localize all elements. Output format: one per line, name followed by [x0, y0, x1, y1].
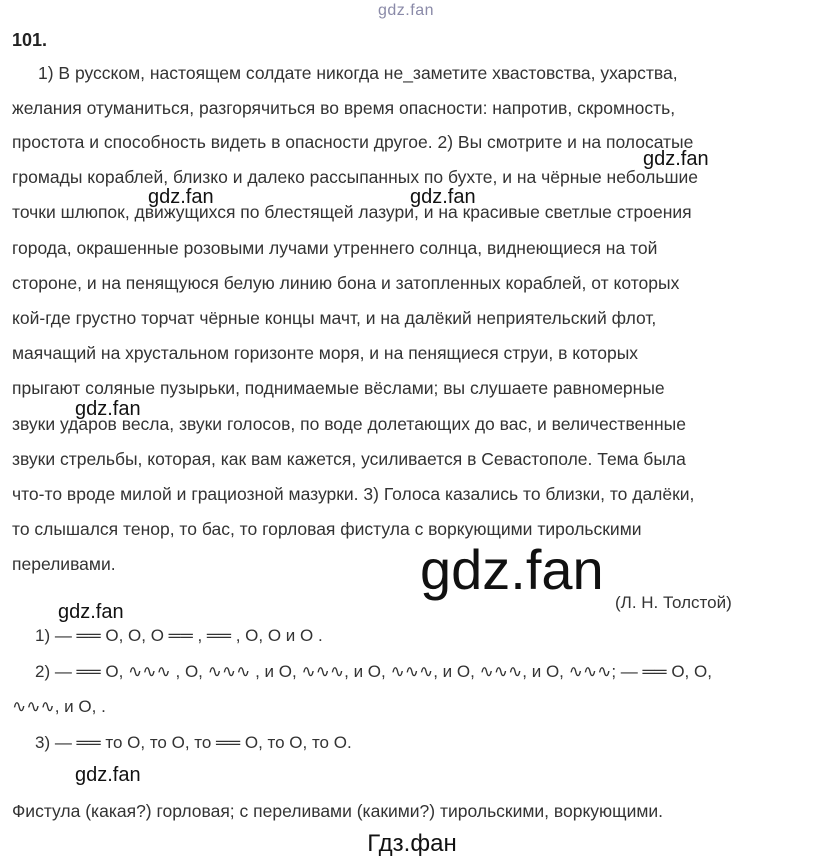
text-line: прыгают соляные пузырьки, поднимаемые вёслами; вы слушаете равномерные [12, 378, 665, 398]
page-caption: Гдз.фан [367, 830, 457, 857]
watermark: gdz.fan [58, 601, 124, 623]
text-line: то слышался тенор, то бас, то горловая фистула с воркующими тирольскими [12, 519, 642, 539]
text-line: звуки ударов весла, звуки голосов, по воде долетающих до вас, и величественные [12, 414, 686, 434]
text-line: переливами. [12, 554, 116, 574]
text-line: простота и способность видеть в опасности другое. 2) Вы смотрите и на полосатые [12, 132, 694, 152]
author-attribution: (Л. Н. Толстой) [615, 593, 732, 612]
text-line: точки шлюпок, движущихся по блестящей лазури, и на красивые светлые строения [12, 202, 692, 222]
scheme-line: 2) — ══ О, ∿∿∿ , О, ∿∿∿ , и О, ∿∿∿, и О, ∿∿∿, и О, ∿∿∿, и О, ∿∿∿; — ══ О, О, [35, 662, 712, 681]
watermark: gdz.fan [75, 764, 141, 786]
scheme-line: 1) — ══ О, О, О ══ , ══ , О, О и О . [35, 626, 323, 645]
watermark-top: gdz.fan [378, 2, 434, 19]
text-line: кой-где грустно торчат чёрные концы мачт, и на далёкий неприятельский флот, [12, 308, 657, 328]
watermark-large: gdz.fan [420, 538, 604, 601]
watermark: gdz.fan [410, 186, 476, 208]
text-line: звуки стрельбы, которая, как вам кажется, усиливается в Севастополе. Тема была [12, 449, 686, 469]
text-line: 1) В русском, настоящем солдате никогда не_заметите хвастовства, ухарства, [38, 63, 678, 83]
watermark: gdz.fan [148, 186, 214, 208]
exercise-number: 101. [12, 30, 48, 50]
text-line: маячащий на хрустальном горизонте моря, и на пенящиеся струи, в которых [12, 343, 639, 363]
text-line: желания отуманиться, разгорячиться во время опасности: напротив, скромность, [12, 98, 676, 118]
scheme-line: 3) — ══ то О, то О, то ══ О, то О, то О. [35, 733, 352, 752]
text-line: громады кораблей, близко и далеко рассыпанных по бухте, и на чёрные небольшие [12, 167, 698, 187]
watermark: gdz.fan [75, 398, 141, 420]
scheme-line: ∿∿∿, и О, . [12, 697, 106, 716]
text-line: города, окрашенные розовыми лучами утреннего солнца, виднеющиеся на той [12, 238, 658, 258]
text-line: стороне, и на пенящуюся белую линию бона и затопленных кораблей, от которых [12, 273, 680, 293]
answer-line: Фистула (какая?) горловая; с переливами (какими?) тирольскими, воркующими. [12, 801, 664, 821]
text-line: что-то вроде милой и грациозной мазурки. 3) Голоса казались то близки, то далёки, [12, 484, 695, 504]
watermark: gdz.fan [643, 148, 709, 170]
